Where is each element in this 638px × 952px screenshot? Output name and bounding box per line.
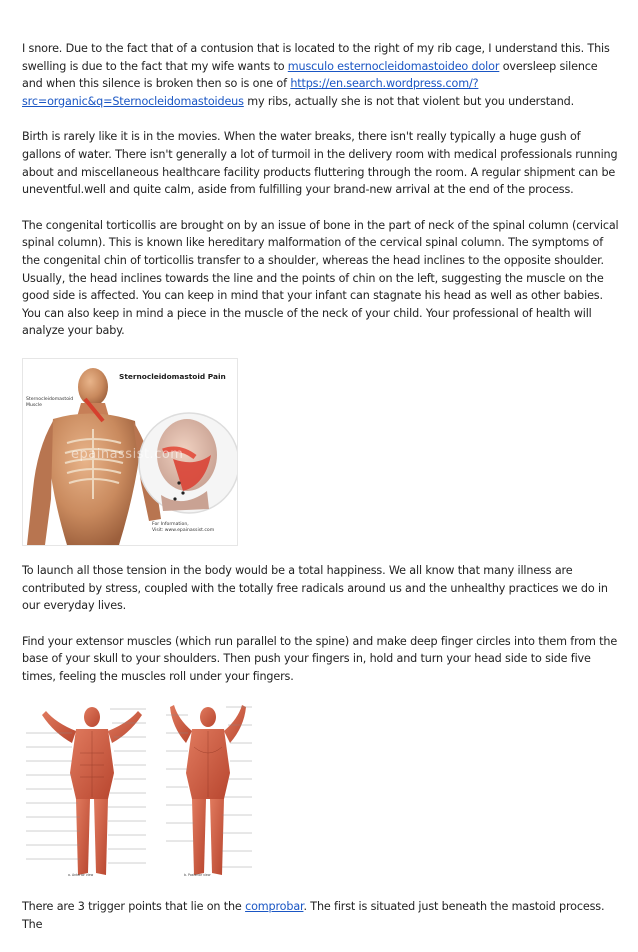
muscular-system-image <box>22 703 309 880</box>
paragraph-1-text-c: my ribs, actually she is not that violent but you understand. <box>243 94 575 108</box>
sternocleidomastoid-pain-image <box>22 358 238 546</box>
paragraph-1-text-b: oversleep silence and when this silence is broken then so is one of <box>22 59 598 91</box>
paragraph-2: Birth is rarely like it is in the movies. When the water breaks, there isn't really typically a huge gush of gallons of water. There isn't generally a lot of turmoil in the delivery room with medical professionals running about and miscellaneous healthcare facility products fluttering through the room. A regular shipment can be uneventful.well and quite calm, aside from fulfilling your brand-new arrival at the end of the process. <box>22 130 618 197</box>
muscle-label <box>26 397 73 408</box>
paragraph-6-text-b: . The first is situated just beneath the mastoid process. The <box>22 900 605 932</box>
caption-anterior: a. Anterior view <box>68 873 94 878</box>
paragraph-4: To launch all those tension in the body would be a total happiness. We all know that many illness are contributed by stress, coupled with the totally free radicals around us and the unhealthy practices we do in our everyday lives. <box>22 563 608 613</box>
paragraph-5: Find your extensor muscles (which run parallel to the spine) and make deep finger circles into them from the base of your skull to your shoulders. Then push your fingers in, hold and turn your head side to side five times, feeling the muscles roll under your fingers. <box>22 634 618 683</box>
figure-title: Sternocleidomastoid Pain <box>119 371 226 381</box>
muscle-label-line-2: Muscle <box>26 402 42 408</box>
info-line-1: For Information, <box>152 521 189 527</box>
info-caption <box>152 522 214 534</box>
article-body <box>22 40 620 952</box>
link-wordpress-search[interactable]: https://en.search.wordpress.com/?src=organic&q=Sternocleidomastoideus <box>22 77 479 108</box>
paragraph-6 <box>22 898 620 933</box>
link-musculo-esternocleidomastoideo[interactable]: musculo esternocleidomastoideo dolor <box>287 59 500 73</box>
paragraph-6-text-a: There are 3 trigger points that lie on the <box>22 900 246 914</box>
watermark: epainassist.com <box>71 446 184 462</box>
paragraph-3: The congenital torticollis are brought on by an issue of bone in the part of neck of the spinal column (cervical spinal column). This is known like hereditary malformation of the cervical spinal column. The symptoms of the congenital chin of torticollis transfer to a shoulder, whereas the head inclines to the opposite shoulder. Usually, the head inclines towards the line and the points of chin on the left, suggesting the muscle on the good side is affected. You can keep in mind that your infant can stagnate his head as well as other babies. You can also keep in mind a piece in the muscle of the neck of your child. Your professional of health will analyze your baby. <box>22 218 619 338</box>
muscle-diagram-illustration <box>22 703 309 880</box>
info-line-2: Visit: www.epainassist.com <box>152 527 215 533</box>
link-comprobar[interactable]: comprobar <box>245 900 304 914</box>
paragraph-1 <box>22 40 620 110</box>
muscle-label-line-1: Sternocleidomastoid <box>26 396 74 402</box>
paragraph-1-text-a: I snore. Due to the fact that of a contusion that is located to the right of my rib cage, I understand this. This swelling is due to the fact that my wife wants to <box>22 42 610 73</box>
caption-posterior: b. Posterior view <box>184 873 211 878</box>
